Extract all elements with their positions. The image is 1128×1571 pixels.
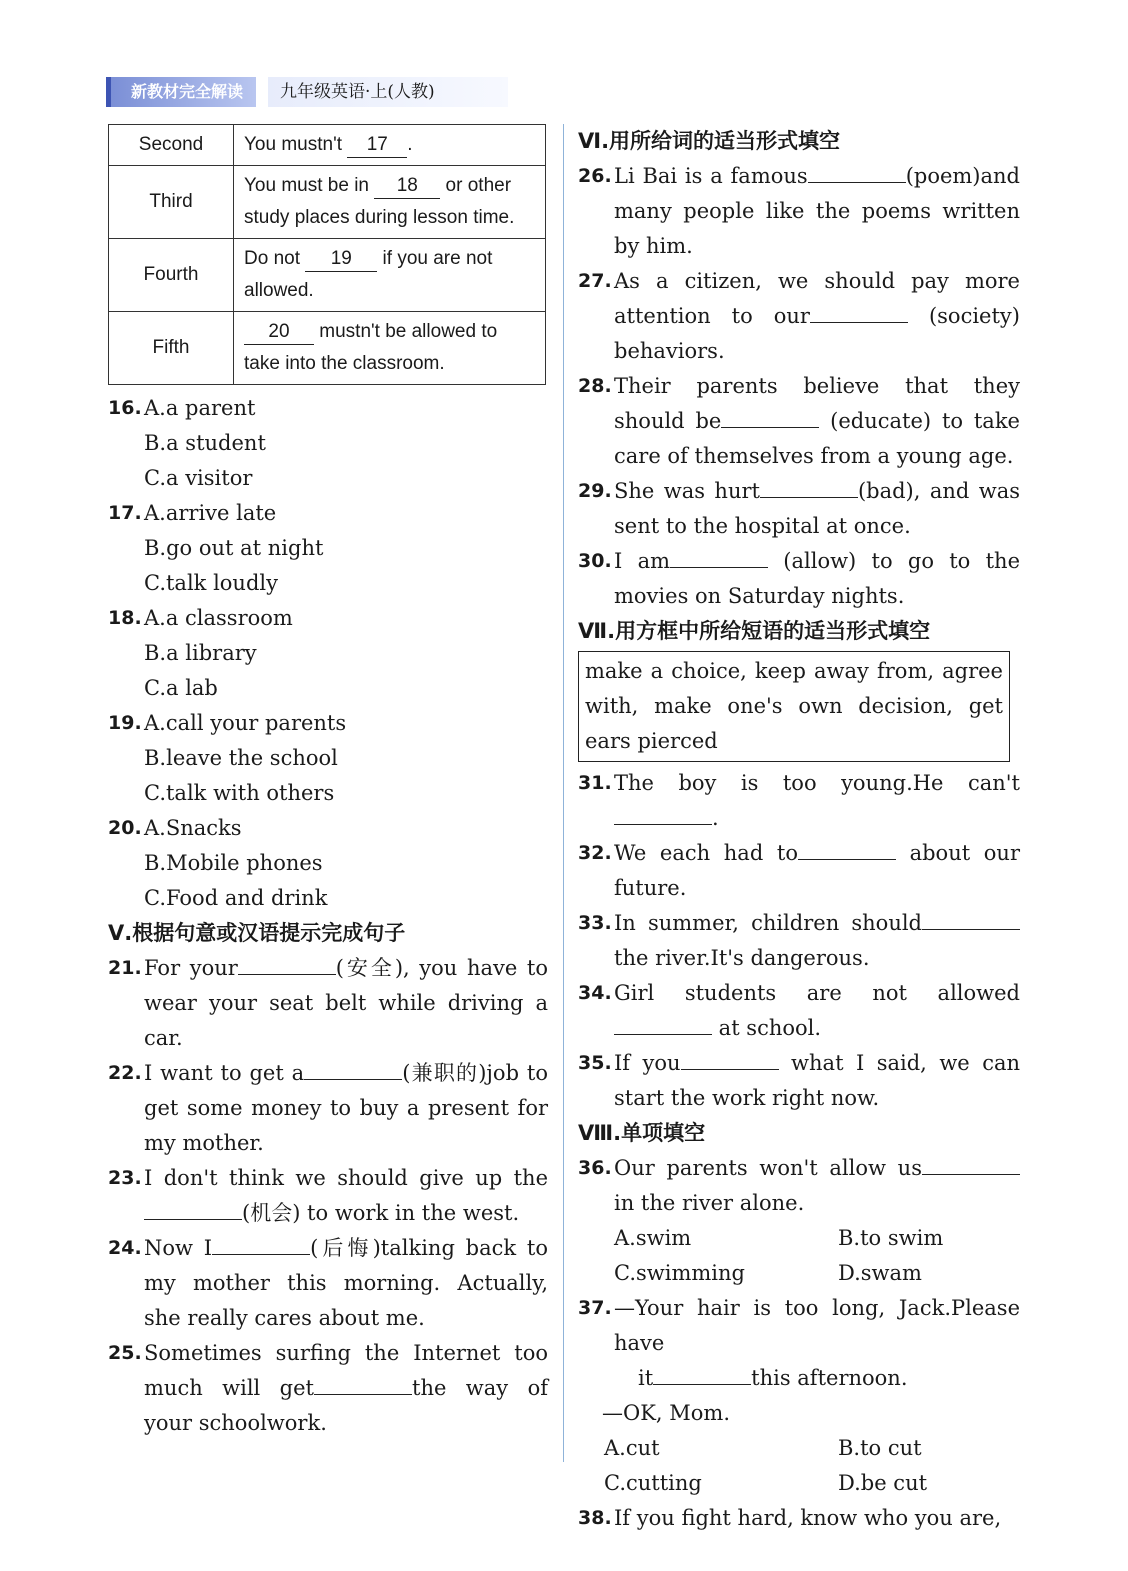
option-d[interactable]: D.be cut — [838, 1471, 928, 1495]
question-item: 26. Li Bai is a famous (poem)and many people like the poems written by him. — [578, 159, 1020, 264]
answer-blank[interactable] — [614, 802, 712, 825]
question-item: 29. She was hurt (bad), and was sent to the hospital at once. — [578, 474, 1020, 544]
answer-blank[interactable] — [653, 1362, 751, 1385]
answer-blank[interactable] — [760, 475, 858, 498]
table-ordinal: Third — [109, 166, 234, 239]
option-grid — [578, 1431, 1020, 1501]
option-b[interactable]: B.to swim — [838, 1226, 944, 1250]
answer-blank[interactable] — [304, 1057, 402, 1080]
dialogue-line: it this afternoon. — [578, 1361, 1020, 1396]
dialogue-reply: —OK, Mom. — [602, 1401, 730, 1425]
left-column — [108, 124, 548, 1441]
table-ordinal: Fourth — [109, 239, 234, 312]
table-row — [109, 239, 546, 312]
answer-blank[interactable] — [922, 1152, 1020, 1175]
question-item: 24. Now I (后悔)talking back to my mother this morning. Actually, she really cares about me. — [108, 1231, 548, 1336]
option-c[interactable]: C.swimming — [614, 1261, 745, 1285]
page-header — [106, 77, 506, 107]
answer-blank-17: 17 — [347, 133, 407, 158]
right-column — [578, 124, 1020, 1536]
choice-question: 16. A.a parent B.a student C.a visitor — [108, 396, 266, 490]
table-rule: You mustn't 17 . — [234, 125, 546, 166]
answer-blank[interactable] — [922, 907, 1020, 930]
table-row — [109, 166, 546, 239]
question-item: 33. In summer, children should the river.It's dangerous. — [578, 906, 1020, 976]
option-grid — [578, 1221, 1020, 1291]
answer-blank-20: 20 — [244, 320, 314, 345]
table-ordinal: Second — [109, 125, 234, 166]
section-title: Ⅴ.根据句意或汉语提示完成句子 — [108, 921, 406, 945]
answer-blank-19: 19 — [305, 247, 377, 272]
answer-blank[interactable] — [314, 1372, 412, 1395]
answer-blank[interactable] — [212, 1232, 310, 1255]
question-item: 25. Sometimes surfing the Internet too much will get the way of your schoolwork. — [108, 1341, 548, 1435]
table-rule: You must be in 18 or other study places during lesson time. — [234, 166, 546, 239]
question-item: 28. Their parents believe that they should be (educate) to take care of themselves from a young age. — [578, 374, 1020, 468]
answer-blank[interactable] — [670, 545, 768, 568]
section-title: Ⅷ.单项填空 — [578, 1121, 706, 1145]
question-item: 21. For your (安全), you have to wear your seat belt while driving a car. — [108, 951, 548, 1056]
question-item: 23. I don't think we should give up the(机会) to work in the west. — [108, 1166, 548, 1225]
answer-blank[interactable] — [721, 405, 819, 428]
answer-blank-18: 18 — [374, 174, 440, 199]
table-rule: Do not 19 if you are not allowed. — [234, 239, 546, 312]
table-row — [109, 125, 546, 166]
book-title: 九年级英语·上(人教) — [268, 77, 508, 107]
option-a[interactable]: A.swim — [614, 1226, 692, 1250]
series-tag: 新教材完全解读 — [106, 77, 256, 107]
option-c[interactable]: C.cutting — [604, 1471, 702, 1495]
answer-blank[interactable] — [144, 1197, 242, 1220]
answer-blank[interactable] — [238, 952, 336, 975]
answer-blank[interactable] — [681, 1047, 779, 1070]
option-b[interactable]: B.to cut — [838, 1436, 922, 1460]
section-title: Ⅶ.用方框中所给短语的适当形式填空 — [578, 619, 931, 643]
question-item: 31. The boy is too young.He can't. — [578, 771, 1020, 830]
table-rule: 20 mustn't be allowed to take into the classroom. — [234, 312, 546, 385]
question-item: 34. Girl students are not allowed at school. — [578, 981, 1020, 1040]
table-ordinal: Fifth — [109, 312, 234, 385]
question-item: 30. I am (allow) to go to the movies on Saturday nights. — [578, 544, 1020, 614]
question-item: 22. I want to get a (兼职的)job to get some money to buy a present for my mother. — [108, 1056, 548, 1161]
rules-table — [108, 124, 546, 385]
question-item: 27. As a citizen, we should pay more attention to our (society) behaviors. — [578, 269, 1020, 363]
question-item: 32. We each had to about our future. — [578, 836, 1020, 906]
question-item: 36. Our parents won't allow usin the river alone. — [578, 1151, 1020, 1221]
choice-question: 17. A.arrive late B.go out at night C.talk loudly — [108, 501, 324, 595]
answer-blank[interactable] — [798, 837, 896, 860]
answer-blank[interactable] — [810, 300, 908, 323]
answer-blank[interactable] — [614, 1012, 712, 1035]
answer-blank[interactable] — [808, 160, 906, 183]
choice-question: 20. A.Snacks B.Mobile phones C.Food and drink — [108, 816, 328, 910]
question-item: 35. If you what I said, we can start the work right now. — [578, 1046, 1020, 1116]
option-a[interactable]: A.cut — [604, 1436, 660, 1460]
question-item: 37. —Your hair is too long, Jack.Please have — [578, 1296, 1020, 1355]
choice-question: 19. A.call your parents B.leave the school C.talk with others — [108, 711, 347, 805]
question-item: 38. If you fight hard, know who you are, — [578, 1506, 1002, 1530]
column-divider — [563, 124, 564, 1462]
phrase-box: make a choice, keep away from, agree with, make one's own decision, get ears pierced — [578, 651, 1010, 762]
option-d[interactable]: D.swam — [838, 1261, 922, 1285]
choice-question: 18. A.a classroom B.a library C.a lab — [108, 606, 293, 700]
section-title: Ⅵ.用所给词的适当形式填空 — [578, 129, 841, 153]
table-row — [109, 312, 546, 385]
